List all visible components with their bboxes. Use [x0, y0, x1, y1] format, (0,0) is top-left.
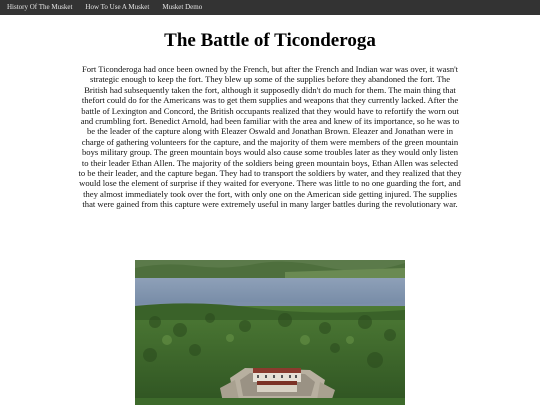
nav-link-how-to-use-a-musket[interactable]: How To Use A Musket: [85, 3, 150, 11]
nav-link-musket-demo[interactable]: Musket Demo: [162, 3, 203, 11]
fort-aerial-illustration: [135, 260, 405, 405]
nav-link-history-of-the-musket[interactable]: History Of The Musket: [7, 3, 73, 11]
page-title: The Battle of Ticonderoga: [164, 30, 376, 51]
article-paragraph: Fort Ticonderoga had once been owned by the French, but after the French and Indian war was over, it wasn't strategic enough to keep the fort. They blew up some of the supplies before they abandoned the fort. The British had subsequently taken the fort, although it supposedly didn't do much for them. The main thing that thefort could do for the Americans was to get them supplies and weapons that they currently lacked. After the battle of Lexington and Concord, the British occupants realized that they would have to refortify the worn out and crumbling fort. Benedict Arnold, had been familiar with the area and knew of its importance, so he was to be the leader of the capture along with Eleazer Oswald and Jonathan Brown. Eleazer and Jonathan were in charge of gathering volunteers for the capture, and the majority of them were members of the green mountain boys military group. The green mountain boys would also cause some troubles later as they would only listen to their leader Ethan Allen. The majority of the soldiers being green mountain boys, Ethan Allen was selected to be their leader, and the capture began. They had to transport the soldiers by water, and they realized that they would lose the element of surprise if they waited for everyone. There was little to no one guarding the fort, and they almost immediately took over the fort, with only one on the American side getting injured. The supplies that were gained from this capture were extremely useful in many larger battles during the revolutionary war.: [78, 64, 462, 210]
top-navigation-bar: [0, 0, 540, 15]
fort-ticonderoga-photo: [135, 260, 405, 405]
